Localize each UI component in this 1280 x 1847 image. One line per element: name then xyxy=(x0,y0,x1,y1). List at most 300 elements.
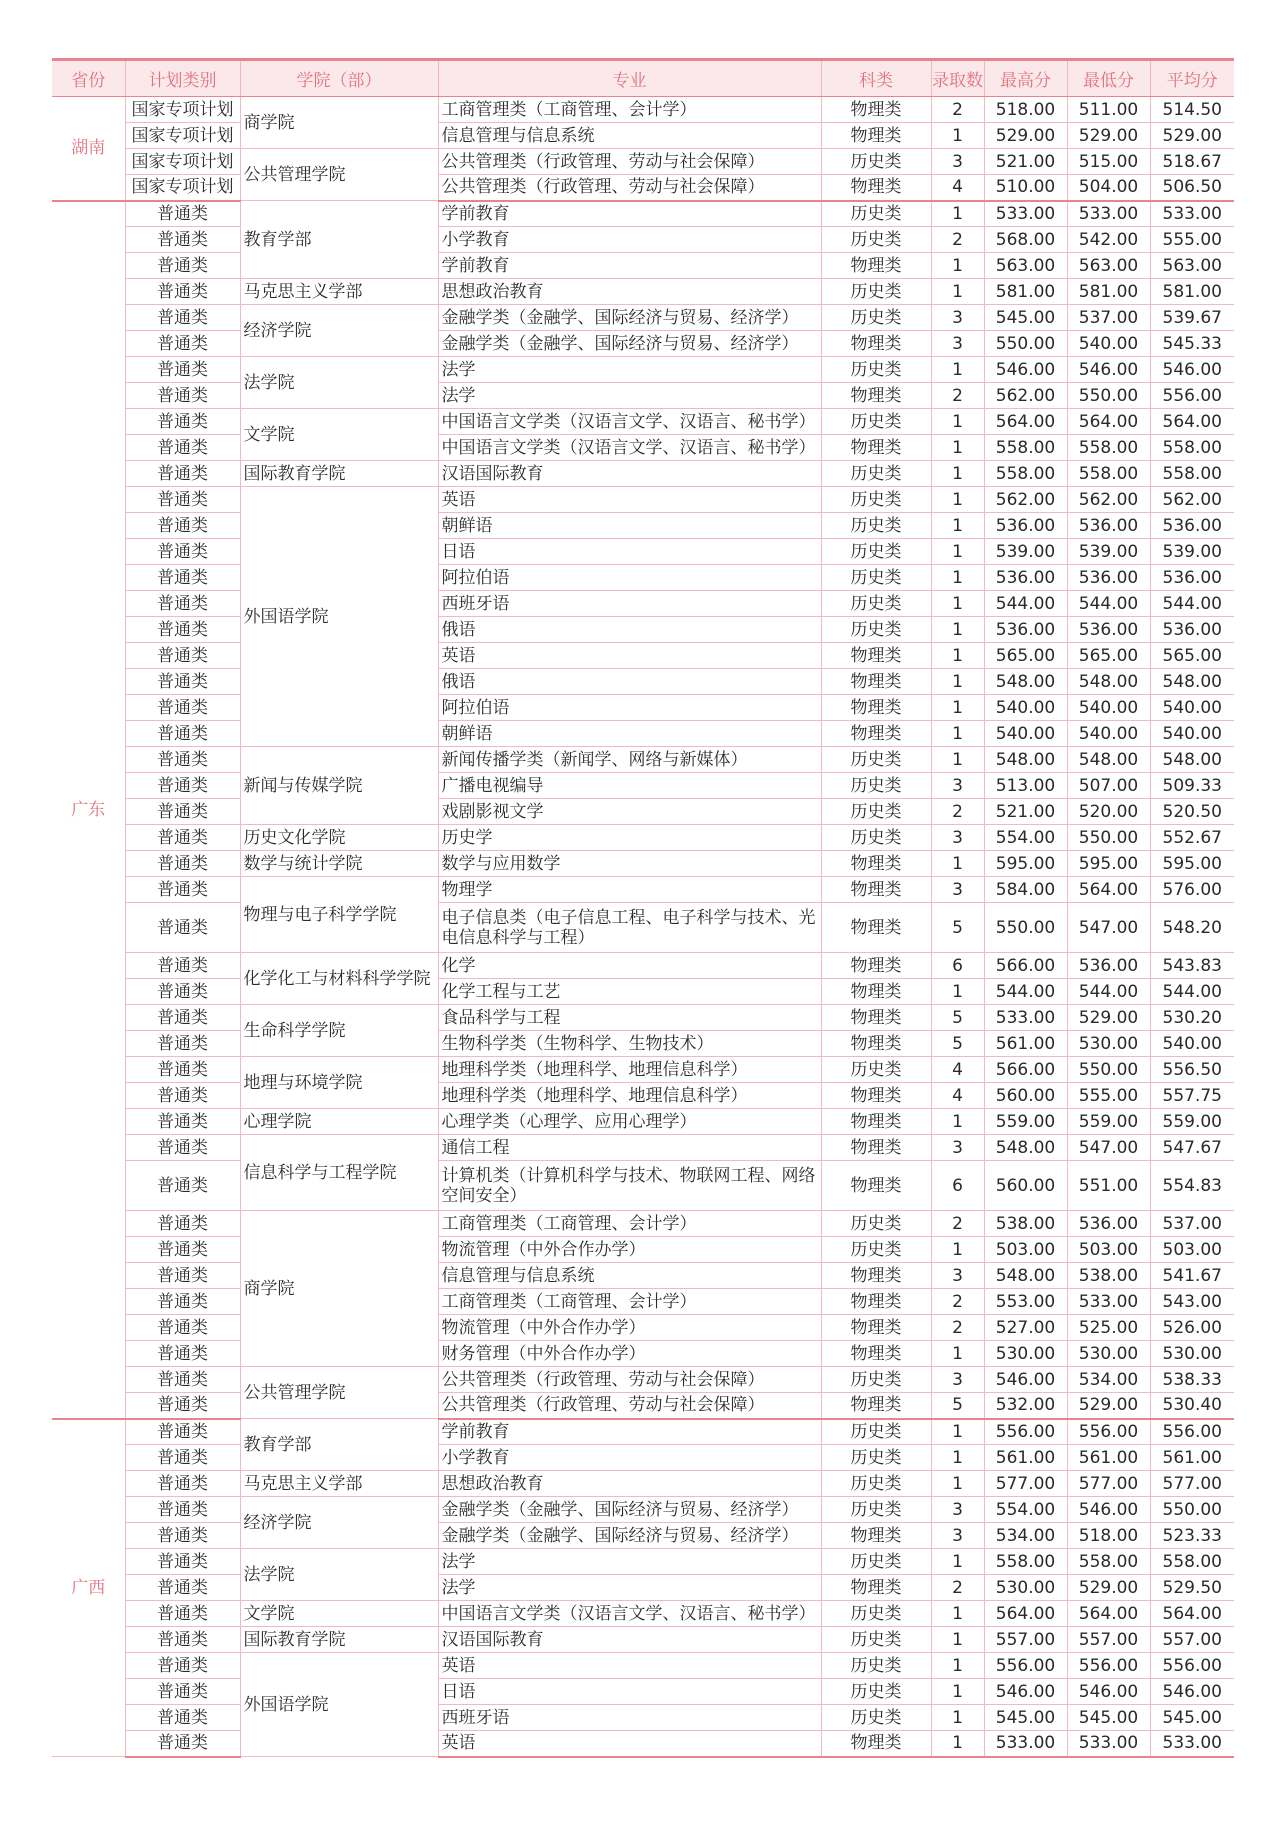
max-score-cell: 546.00 xyxy=(984,1367,1067,1393)
avg-score-cell: 529.50 xyxy=(1150,1575,1234,1601)
plan-type-cell: 普通类 xyxy=(125,877,240,903)
min-score-cell: 558.00 xyxy=(1067,435,1150,461)
min-score-cell: 530.00 xyxy=(1067,1031,1150,1057)
avg-score-cell: 536.00 xyxy=(1150,617,1234,643)
table-row xyxy=(52,695,1234,721)
min-score-cell: 545.00 xyxy=(1067,1705,1150,1731)
plan-type-cell: 普通类 xyxy=(125,1237,240,1263)
admitted-count-cell: 1 xyxy=(931,253,984,279)
college-cell: 经济学院 xyxy=(240,305,438,357)
max-score-cell: 539.00 xyxy=(984,539,1067,565)
avg-score-cell: 581.00 xyxy=(1150,279,1234,305)
min-score-cell: 503.00 xyxy=(1067,1237,1150,1263)
major-cell: 思想政治教育 xyxy=(438,1471,821,1497)
max-score-cell: 544.00 xyxy=(984,591,1067,617)
subject-cell: 历史类 xyxy=(821,149,931,175)
min-score-cell: 515.00 xyxy=(1067,149,1150,175)
college-cell: 物理与电子科学学院 xyxy=(240,877,438,953)
subject-cell: 物理类 xyxy=(821,695,931,721)
major-cell: 英语 xyxy=(438,487,821,513)
plan-type-cell: 普通类 xyxy=(125,1497,240,1523)
table-row xyxy=(52,903,1234,953)
subject-cell: 物理类 xyxy=(821,175,931,201)
min-score-cell: 557.00 xyxy=(1067,1627,1150,1653)
table-row xyxy=(52,175,1234,201)
table-row xyxy=(52,1005,1234,1031)
major-cell: 广播电视编导 xyxy=(438,773,821,799)
max-score-cell: 564.00 xyxy=(984,1601,1067,1627)
plan-type-cell: 普通类 xyxy=(125,617,240,643)
max-score-cell: 544.00 xyxy=(984,979,1067,1005)
max-score-cell: 581.00 xyxy=(984,279,1067,305)
major-cell: 历史学 xyxy=(438,825,821,851)
avg-score-cell: 530.40 xyxy=(1150,1393,1234,1419)
min-score-cell: 536.00 xyxy=(1067,1211,1150,1237)
avg-score-cell: 554.83 xyxy=(1150,1161,1234,1211)
min-score-cell: 534.00 xyxy=(1067,1367,1150,1393)
min-score-cell: 537.00 xyxy=(1067,305,1150,331)
avg-score-cell: 556.00 xyxy=(1150,1653,1234,1679)
max-score-cell: 560.00 xyxy=(984,1161,1067,1211)
plan-type-cell: 普通类 xyxy=(125,305,240,331)
max-score-cell: 564.00 xyxy=(984,409,1067,435)
plan-type-cell: 普通类 xyxy=(125,253,240,279)
admitted-count-cell: 5 xyxy=(931,1393,984,1419)
major-cell: 中国语言文学类（汉语言文学、汉语言、秘书学） xyxy=(438,435,821,461)
max-score-cell: 584.00 xyxy=(984,877,1067,903)
min-score-cell: 525.00 xyxy=(1067,1315,1150,1341)
min-score-cell: 536.00 xyxy=(1067,617,1150,643)
admitted-count-cell: 1 xyxy=(931,979,984,1005)
plan-type-cell: 普通类 xyxy=(125,825,240,851)
table-row xyxy=(52,1237,1234,1263)
min-score-cell: 563.00 xyxy=(1067,253,1150,279)
plan-type-cell: 普通类 xyxy=(125,1549,240,1575)
admitted-count-cell: 3 xyxy=(931,1367,984,1393)
plan-type-cell: 普通类 xyxy=(125,1627,240,1653)
subject-cell: 历史类 xyxy=(821,201,931,227)
avg-score-cell: 557.00 xyxy=(1150,1627,1234,1653)
major-cell: 物流管理（中外合作办学） xyxy=(438,1237,821,1263)
max-score-cell: 527.00 xyxy=(984,1315,1067,1341)
avg-score-cell: 509.33 xyxy=(1150,773,1234,799)
avg-score-cell: 503.00 xyxy=(1150,1237,1234,1263)
max-score-cell: 503.00 xyxy=(984,1237,1067,1263)
major-cell: 通信工程 xyxy=(438,1135,821,1161)
table-row xyxy=(52,799,1234,825)
college-cell: 文学院 xyxy=(240,409,438,461)
min-score-cell: 536.00 xyxy=(1067,953,1150,979)
admitted-count-cell: 2 xyxy=(931,1315,984,1341)
min-score-cell: 533.00 xyxy=(1067,1289,1150,1315)
plan-type-cell: 普通类 xyxy=(125,669,240,695)
min-score-cell: 581.00 xyxy=(1067,279,1150,305)
table-row xyxy=(52,1393,1234,1419)
admitted-count-cell: 5 xyxy=(931,1005,984,1031)
admitted-count-cell: 1 xyxy=(931,695,984,721)
min-score-cell: 533.00 xyxy=(1067,1731,1150,1757)
min-score-cell: 507.00 xyxy=(1067,773,1150,799)
college-cell: 法学院 xyxy=(240,1549,438,1601)
plan-type-cell: 普通类 xyxy=(125,409,240,435)
plan-type-cell: 普通类 xyxy=(125,565,240,591)
avg-score-cell: 530.20 xyxy=(1150,1005,1234,1031)
major-cell: 生物科学类（生物科学、生物技术） xyxy=(438,1031,821,1057)
admitted-count-cell: 3 xyxy=(931,305,984,331)
max-score-cell: 577.00 xyxy=(984,1471,1067,1497)
admitted-count-cell: 2 xyxy=(931,227,984,253)
subject-cell: 物理类 xyxy=(821,643,931,669)
admitted-count-cell: 1 xyxy=(931,201,984,227)
table-row xyxy=(52,149,1234,175)
subject-cell: 历史类 xyxy=(821,487,931,513)
plan-type-cell: 国家专项计划 xyxy=(125,149,240,175)
avg-score-cell: 538.33 xyxy=(1150,1367,1234,1393)
table-row xyxy=(52,1419,1234,1445)
table-row xyxy=(52,877,1234,903)
avg-score-cell: 545.00 xyxy=(1150,1705,1234,1731)
table-row xyxy=(52,123,1234,149)
table-row xyxy=(52,1083,1234,1109)
avg-score-cell: 544.00 xyxy=(1150,591,1234,617)
avg-score-cell: 550.00 xyxy=(1150,1497,1234,1523)
table-body xyxy=(52,97,1234,1757)
province-cell: 广东 xyxy=(52,201,125,1419)
min-score-cell: 547.00 xyxy=(1067,903,1150,953)
min-score-cell: 595.00 xyxy=(1067,851,1150,877)
avg-score-cell: 558.00 xyxy=(1150,461,1234,487)
avg-score-cell: 559.00 xyxy=(1150,1109,1234,1135)
min-score-cell: 577.00 xyxy=(1067,1471,1150,1497)
table-row xyxy=(52,643,1234,669)
province-cell: 湖南 xyxy=(52,97,125,201)
subject-cell: 物理类 xyxy=(821,1575,931,1601)
table-row xyxy=(52,1341,1234,1367)
table-row xyxy=(52,1497,1234,1523)
table-row xyxy=(52,305,1234,331)
avg-score-cell: 563.00 xyxy=(1150,253,1234,279)
admitted-count-cell: 2 xyxy=(931,383,984,409)
table-row xyxy=(52,1315,1234,1341)
avg-score-cell: 564.00 xyxy=(1150,1601,1234,1627)
major-cell: 金融学类（金融学、国际经济与贸易、经济学） xyxy=(438,1523,821,1549)
max-score-cell: 553.00 xyxy=(984,1289,1067,1315)
plan-type-cell: 普通类 xyxy=(125,1057,240,1083)
plan-type-cell: 普通类 xyxy=(125,1289,240,1315)
admitted-count-cell: 3 xyxy=(931,1263,984,1289)
subject-cell: 物理类 xyxy=(821,851,931,877)
max-score-cell: 513.00 xyxy=(984,773,1067,799)
plan-type-cell: 普通类 xyxy=(125,799,240,825)
avg-score-cell: 555.00 xyxy=(1150,227,1234,253)
avg-score-cell: 545.33 xyxy=(1150,331,1234,357)
college-cell: 马克思主义学部 xyxy=(240,279,438,305)
max-score-cell: 530.00 xyxy=(984,1341,1067,1367)
subject-cell: 物理类 xyxy=(821,123,931,149)
subject-cell: 历史类 xyxy=(821,227,931,253)
avg-score-cell: 539.00 xyxy=(1150,539,1234,565)
admitted-count-cell: 1 xyxy=(931,1601,984,1627)
plan-type-cell: 普通类 xyxy=(125,1161,240,1211)
admitted-count-cell: 1 xyxy=(931,591,984,617)
min-score-cell: 561.00 xyxy=(1067,1445,1150,1471)
avg-score-cell: 537.00 xyxy=(1150,1211,1234,1237)
avg-score-cell: 561.00 xyxy=(1150,1445,1234,1471)
major-cell: 金融学类（金融学、国际经济与贸易、经济学） xyxy=(438,305,821,331)
table-row xyxy=(52,279,1234,305)
plan-type-cell: 普通类 xyxy=(125,1419,240,1445)
admitted-count-cell: 1 xyxy=(931,1445,984,1471)
table-row xyxy=(52,1289,1234,1315)
max-score-cell: 558.00 xyxy=(984,461,1067,487)
admitted-count-cell: 1 xyxy=(931,643,984,669)
plan-type-cell: 普通类 xyxy=(125,773,240,799)
plan-type-cell: 国家专项计划 xyxy=(125,175,240,201)
min-score-cell: 564.00 xyxy=(1067,1601,1150,1627)
subject-cell: 历史类 xyxy=(821,1367,931,1393)
max-score-cell: 533.00 xyxy=(984,1005,1067,1031)
major-cell: 公共管理类（行政管理、劳动与社会保障） xyxy=(438,1367,821,1393)
avg-score-cell: 595.00 xyxy=(1150,851,1234,877)
admitted-count-cell: 1 xyxy=(931,1419,984,1445)
major-cell: 小学教育 xyxy=(438,1445,821,1471)
min-score-cell: 546.00 xyxy=(1067,357,1150,383)
avg-score-cell: 536.00 xyxy=(1150,565,1234,591)
admitted-count-cell: 1 xyxy=(931,1109,984,1135)
subject-cell: 物理类 xyxy=(821,1031,931,1057)
min-score-cell: 562.00 xyxy=(1067,487,1150,513)
plan-type-cell: 普通类 xyxy=(125,643,240,669)
plan-type-cell: 普通类 xyxy=(125,695,240,721)
avg-score-cell: 530.00 xyxy=(1150,1341,1234,1367)
admitted-count-cell: 1 xyxy=(931,357,984,383)
max-score-cell: 556.00 xyxy=(984,1419,1067,1445)
avg-score-cell: 565.00 xyxy=(1150,643,1234,669)
table-row xyxy=(52,1057,1234,1083)
max-score-cell: 545.00 xyxy=(984,1705,1067,1731)
college-cell: 外国语学院 xyxy=(240,487,438,747)
major-cell: 俄语 xyxy=(438,669,821,695)
table-row xyxy=(52,487,1234,513)
plan-type-cell: 普通类 xyxy=(125,1445,240,1471)
avg-score-cell: 558.00 xyxy=(1150,1549,1234,1575)
max-score-cell: 554.00 xyxy=(984,825,1067,851)
avg-score-cell: 547.67 xyxy=(1150,1135,1234,1161)
admitted-count-cell: 2 xyxy=(931,1211,984,1237)
plan-type-cell: 普通类 xyxy=(125,1031,240,1057)
table-row xyxy=(52,773,1234,799)
plan-type-cell: 国家专项计划 xyxy=(125,123,240,149)
max-score-cell: 556.00 xyxy=(984,1653,1067,1679)
admitted-count-cell: 1 xyxy=(931,539,984,565)
admitted-count-cell: 1 xyxy=(931,1679,984,1705)
subject-cell: 物理类 xyxy=(821,331,931,357)
table-header xyxy=(52,60,1234,97)
avg-score-cell: 556.50 xyxy=(1150,1057,1234,1083)
admitted-count-cell: 2 xyxy=(931,1575,984,1601)
major-cell: 中国语言文学类（汉语言文学、汉语言、秘书学） xyxy=(438,409,821,435)
min-score-cell: 504.00 xyxy=(1067,175,1150,201)
major-cell: 西班牙语 xyxy=(438,1705,821,1731)
table-row xyxy=(52,1705,1234,1731)
avg-score-cell: 576.00 xyxy=(1150,877,1234,903)
subject-cell: 物理类 xyxy=(821,721,931,747)
table-row xyxy=(52,1445,1234,1471)
plan-type-cell: 普通类 xyxy=(125,1601,240,1627)
max-score-cell: 562.00 xyxy=(984,383,1067,409)
min-score-cell: 551.00 xyxy=(1067,1161,1150,1211)
college-cell: 数学与统计学院 xyxy=(240,851,438,877)
header-min-score: 最低分 xyxy=(1067,60,1150,97)
college-cell: 新闻与传媒学院 xyxy=(240,747,438,825)
min-score-cell: 546.00 xyxy=(1067,1679,1150,1705)
max-score-cell: 565.00 xyxy=(984,643,1067,669)
min-score-cell: 558.00 xyxy=(1067,461,1150,487)
table-row xyxy=(52,513,1234,539)
min-score-cell: 529.00 xyxy=(1067,123,1150,149)
plan-type-cell: 普通类 xyxy=(125,331,240,357)
header-row xyxy=(52,60,1234,97)
subject-cell: 历史类 xyxy=(821,1653,931,1679)
avg-score-cell: 562.00 xyxy=(1150,487,1234,513)
college-cell: 商学院 xyxy=(240,97,438,149)
admitted-count-cell: 1 xyxy=(931,1705,984,1731)
avg-score-cell: 536.00 xyxy=(1150,513,1234,539)
major-cell: 小学教育 xyxy=(438,227,821,253)
header-province: 省份 xyxy=(52,60,125,97)
major-cell: 日语 xyxy=(438,1679,821,1705)
subject-cell: 物理类 xyxy=(821,1289,931,1315)
major-cell: 公共管理类（行政管理、劳动与社会保障） xyxy=(438,175,821,201)
admitted-count-cell: 1 xyxy=(931,1731,984,1757)
subject-cell: 历史类 xyxy=(821,461,931,487)
avg-score-cell: 506.50 xyxy=(1150,175,1234,201)
table-row xyxy=(52,97,1234,123)
table-row xyxy=(52,1367,1234,1393)
min-score-cell: 556.00 xyxy=(1067,1653,1150,1679)
max-score-cell: 562.00 xyxy=(984,487,1067,513)
table-row xyxy=(52,1679,1234,1705)
subject-cell: 物理类 xyxy=(821,97,931,123)
subject-cell: 历史类 xyxy=(821,1057,931,1083)
max-score-cell: 534.00 xyxy=(984,1523,1067,1549)
max-score-cell: 533.00 xyxy=(984,1731,1067,1757)
admitted-count-cell: 1 xyxy=(931,1471,984,1497)
major-cell: 西班牙语 xyxy=(438,591,821,617)
subject-cell: 物理类 xyxy=(821,979,931,1005)
max-score-cell: 561.00 xyxy=(984,1031,1067,1057)
subject-cell: 历史类 xyxy=(821,773,931,799)
plan-type-cell: 普通类 xyxy=(125,461,240,487)
admitted-count-cell: 4 xyxy=(931,1057,984,1083)
subject-cell: 历史类 xyxy=(821,747,931,773)
subject-cell: 物理类 xyxy=(821,435,931,461)
subject-cell: 物理类 xyxy=(821,953,931,979)
subject-cell: 历史类 xyxy=(821,1211,931,1237)
min-score-cell: 536.00 xyxy=(1067,565,1150,591)
plan-type-cell: 普通类 xyxy=(125,279,240,305)
major-cell: 信息管理与信息系统 xyxy=(438,1263,821,1289)
max-score-cell: 566.00 xyxy=(984,953,1067,979)
max-score-cell: 532.00 xyxy=(984,1393,1067,1419)
college-cell: 生命科学学院 xyxy=(240,1005,438,1057)
avg-score-cell: 577.00 xyxy=(1150,1471,1234,1497)
plan-type-cell: 普通类 xyxy=(125,747,240,773)
admitted-count-cell: 1 xyxy=(931,669,984,695)
avg-score-cell: 556.00 xyxy=(1150,383,1234,409)
avg-score-cell: 543.00 xyxy=(1150,1289,1234,1315)
subject-cell: 历史类 xyxy=(821,1601,931,1627)
max-score-cell: 546.00 xyxy=(984,357,1067,383)
max-score-cell: 546.00 xyxy=(984,1679,1067,1705)
subject-cell: 物理类 xyxy=(821,1523,931,1549)
subject-cell: 历史类 xyxy=(821,1237,931,1263)
major-cell: 地理科学类（地理科学、地理信息科学） xyxy=(438,1057,821,1083)
min-score-cell: 547.00 xyxy=(1067,1135,1150,1161)
avg-score-cell: 546.00 xyxy=(1150,1679,1234,1705)
admitted-count-cell: 1 xyxy=(931,747,984,773)
major-cell: 阿拉伯语 xyxy=(438,565,821,591)
min-score-cell: 559.00 xyxy=(1067,1109,1150,1135)
subject-cell: 物理类 xyxy=(821,1263,931,1289)
subject-cell: 物理类 xyxy=(821,877,931,903)
subject-cell: 历史类 xyxy=(821,799,931,825)
avg-score-cell: 548.00 xyxy=(1150,669,1234,695)
table-row xyxy=(52,331,1234,357)
min-score-cell: 518.00 xyxy=(1067,1523,1150,1549)
plan-type-cell: 普通类 xyxy=(125,1341,240,1367)
table-row xyxy=(52,1549,1234,1575)
subject-cell: 历史类 xyxy=(821,1627,931,1653)
max-score-cell: 530.00 xyxy=(984,1575,1067,1601)
plan-type-cell: 普通类 xyxy=(125,1471,240,1497)
max-score-cell: 536.00 xyxy=(984,513,1067,539)
plan-type-cell: 普通类 xyxy=(125,487,240,513)
subject-cell: 历史类 xyxy=(821,1705,931,1731)
max-score-cell: 548.00 xyxy=(984,747,1067,773)
major-cell: 信息管理与信息系统 xyxy=(438,123,821,149)
max-score-cell: 529.00 xyxy=(984,123,1067,149)
table-row xyxy=(52,747,1234,773)
plan-type-cell: 普通类 xyxy=(125,1731,240,1757)
admitted-count-cell: 1 xyxy=(931,123,984,149)
subject-cell: 物理类 xyxy=(821,1005,931,1031)
table-row xyxy=(52,979,1234,1005)
major-cell: 物理学 xyxy=(438,877,821,903)
avg-score-cell: 557.75 xyxy=(1150,1083,1234,1109)
major-cell: 汉语国际教育 xyxy=(438,1627,821,1653)
min-score-cell: 533.00 xyxy=(1067,201,1150,227)
major-cell: 食品科学与工程 xyxy=(438,1005,821,1031)
major-cell: 英语 xyxy=(438,1731,821,1757)
plan-type-cell: 普通类 xyxy=(125,1211,240,1237)
plan-type-cell: 普通类 xyxy=(125,1263,240,1289)
college-cell: 外国语学院 xyxy=(240,1653,438,1757)
admitted-count-cell: 1 xyxy=(931,851,984,877)
min-score-cell: 539.00 xyxy=(1067,539,1150,565)
plan-type-cell: 普通类 xyxy=(125,201,240,227)
min-score-cell: 530.00 xyxy=(1067,1341,1150,1367)
college-cell: 历史文化学院 xyxy=(240,825,438,851)
plan-type-cell: 普通类 xyxy=(125,1005,240,1031)
table-row xyxy=(52,1263,1234,1289)
college-cell: 经济学院 xyxy=(240,1497,438,1549)
subject-cell: 物理类 xyxy=(821,383,931,409)
max-score-cell: 568.00 xyxy=(984,227,1067,253)
admitted-count-cell: 2 xyxy=(931,97,984,123)
admitted-count-cell: 1 xyxy=(931,721,984,747)
college-cell: 公共管理学院 xyxy=(240,149,438,201)
